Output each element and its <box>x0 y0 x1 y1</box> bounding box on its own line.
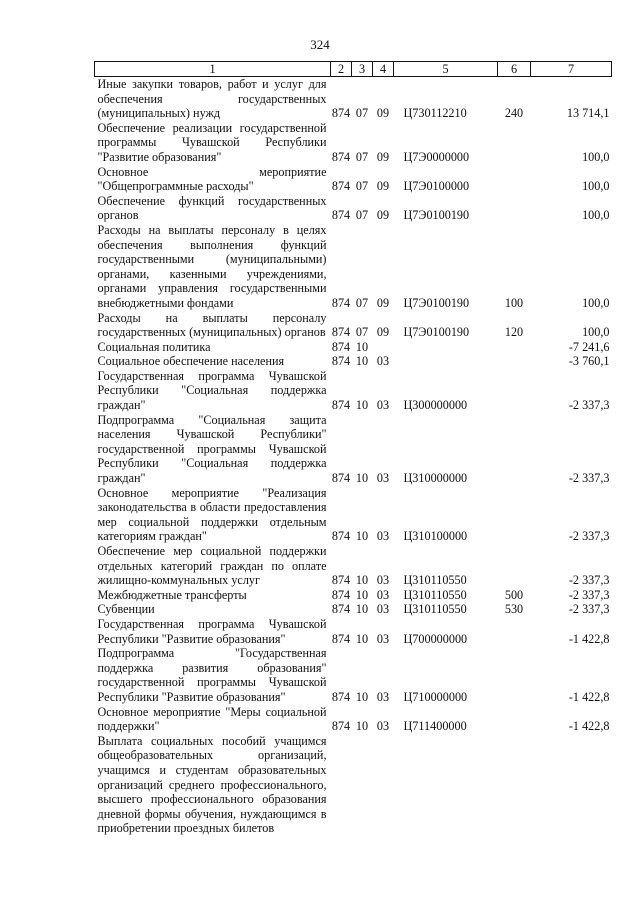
row-target-article: Ц7Э0100000 <box>403 179 470 194</box>
row-subsection-code: 03 <box>376 398 390 413</box>
table-row <box>95 544 612 588</box>
row-name: Основное мероприятие "Общепрограммные расходы" <box>97 164 327 194</box>
row-subsection-code: 09 <box>376 149 390 164</box>
row-amount <box>531 734 612 836</box>
row-section-code: 10 <box>355 573 369 588</box>
row-expense-type <box>498 194 531 223</box>
row-expense-type <box>498 705 531 734</box>
row-subsection-code <box>373 734 394 836</box>
row-ministry-code: 874 <box>331 149 351 164</box>
row-ministry-code: 874 <box>331 106 351 121</box>
table-row <box>95 617 612 646</box>
table-row <box>95 194 612 223</box>
row-target-article: Ц310000000 <box>403 471 468 486</box>
row-amount: 100,0 <box>582 295 610 310</box>
row-amount: -2 337,3 <box>568 573 610 588</box>
row-section-code: 10 <box>355 398 369 413</box>
table-row <box>95 223 612 311</box>
table-row <box>95 354 612 369</box>
row-target-article: Ц310110550 <box>403 602 467 617</box>
row-expense-type <box>498 340 531 355</box>
row-ministry-code: 874 <box>331 689 351 704</box>
row-section-code: 10 <box>355 339 369 354</box>
row-ministry-code: 874 <box>331 295 351 310</box>
header-col-5: 5 <box>394 62 498 77</box>
row-name: Расходы на выплаты персоналу государственных (муниципальных) органов <box>97 310 327 340</box>
row-amount: -2 337,3 <box>568 602 610 617</box>
row-section-code: 10 <box>355 602 369 617</box>
row-amount: 100,0 <box>582 208 610 223</box>
row-section-code: 07 <box>355 208 369 223</box>
row-target-article <box>394 340 498 355</box>
row-ministry-code: 874 <box>331 208 351 223</box>
row-subsection-code: 09 <box>376 295 390 310</box>
row-section-code: 07 <box>355 295 369 310</box>
row-ministry-code: 874 <box>331 354 351 369</box>
row-amount: -1 422,8 <box>568 719 610 734</box>
row-subsection-code: 03 <box>376 587 390 602</box>
row-name: Субвенции <box>97 602 155 617</box>
table-row <box>95 311 612 340</box>
row-section-code: 10 <box>355 631 369 646</box>
budget-table <box>94 61 612 836</box>
row-amount: 100,0 <box>582 179 610 194</box>
row-amount: -2 337,3 <box>568 471 610 486</box>
row-section-code: 10 <box>355 719 369 734</box>
row-expense-type: 500 <box>504 587 524 602</box>
row-ministry-code: 874 <box>331 529 351 544</box>
header-col-3: 3 <box>352 62 373 77</box>
table-row <box>95 77 612 121</box>
row-expense-type <box>498 354 531 369</box>
table-row <box>95 413 612 486</box>
row-name: Межбюджетные трансферты <box>97 587 247 602</box>
row-expense-type <box>498 544 531 588</box>
row-name: Социальное обеспечение населения <box>97 354 285 369</box>
row-expense-type <box>498 617 531 646</box>
row-target-article: Ц730112210 <box>403 106 467 121</box>
row-expense-type: 240 <box>504 106 524 121</box>
row-ministry-code: 874 <box>331 602 351 617</box>
row-amount: 100,0 <box>582 149 610 164</box>
row-subsection-code: 09 <box>376 106 390 121</box>
row-name: Государственная программа Чувашской Республики "Социальная поддержка граждан" <box>97 368 327 413</box>
row-expense-type <box>498 486 531 544</box>
row-expense-type <box>498 413 531 486</box>
row-target-article: Ц310100000 <box>403 529 468 544</box>
header-col-2: 2 <box>331 62 352 77</box>
row-target-article: Ц7Э0100190 <box>403 295 470 310</box>
row-name: Подпрограмма "Государственная поддержка развития образования" государственной программы Чувашской Республики "Развитие образования" <box>97 646 327 704</box>
row-section-code: 10 <box>355 689 369 704</box>
row-section-code: 10 <box>355 354 369 369</box>
row-ministry-code <box>331 734 352 836</box>
row-target-article: Ц7Э0100190 <box>403 208 470 223</box>
row-section-code: 07 <box>355 149 369 164</box>
row-expense-type <box>498 165 531 194</box>
row-expense-type <box>498 734 531 836</box>
row-name: Основное мероприятие "Меры социальной поддержки" <box>97 704 327 734</box>
row-subsection-code: 03 <box>376 573 390 588</box>
row-amount: 13 714,1 <box>566 106 610 121</box>
table-header <box>95 62 612 77</box>
table-row <box>95 588 612 603</box>
row-ministry-code: 874 <box>331 179 351 194</box>
row-name: Подпрограмма "Социальная защита населения Чувашской Республики" государственной программы Чувашской Республики "Социальная поддержка граждан" <box>97 412 327 486</box>
row-target-article: Ц310110550 <box>403 573 467 588</box>
row-amount: 100,0 <box>582 325 610 340</box>
row-ministry-code: 874 <box>331 573 351 588</box>
table-row <box>95 602 612 617</box>
row-name: Обеспечение реализации государственной программы Чувашской Республики "Развитие образования" <box>97 120 327 164</box>
row-name: Социальная политика <box>97 339 211 354</box>
table-row <box>95 121 612 165</box>
row-section-code: 10 <box>355 471 369 486</box>
table-row <box>95 165 612 194</box>
row-subsection-code: 03 <box>376 602 390 617</box>
row-name: Обеспечение мер социальной поддержки отдельных категорий граждан по оплате жилищно-коммунальных услуг <box>97 544 327 588</box>
row-ministry-code: 874 <box>331 719 351 734</box>
row-section-code: 10 <box>355 587 369 602</box>
row-name: Государственная программа Чувашской Республики "Развитие образования" <box>97 616 327 646</box>
row-target-article: Ц710000000 <box>403 689 468 704</box>
table-row <box>95 646 612 704</box>
row-subsection-code: 03 <box>376 631 390 646</box>
table-row <box>95 369 612 413</box>
row-target-article: Ц700000000 <box>403 631 468 646</box>
table-row <box>95 340 612 355</box>
row-name: Выплата социальных пособий учащимся общеобразовательных организаций, учащимся и студентам образовательных организаций среднего профессионального, высшего профессионального образования дневной формы обучения, нуждающимся в приобретении проездных билетов <box>97 733 327 836</box>
row-expense-type <box>498 369 531 413</box>
row-subsection-code: 03 <box>376 529 390 544</box>
header-col-7: 7 <box>531 62 612 77</box>
row-amount: -1 422,8 <box>568 631 610 646</box>
row-section-code: 07 <box>355 106 369 121</box>
table-row <box>95 705 612 734</box>
row-name: Расходы на выплаты персоналу в целях обеспечения выполнения функций государственными (муниципальными) органами, казенными учреждениями, органами управления государственными внебюджетными фондами <box>97 222 327 310</box>
row-ministry-code: 874 <box>331 398 351 413</box>
row-expense-type <box>498 646 531 704</box>
row-expense-type: 100 <box>504 295 524 310</box>
row-target-article: Ц711400000 <box>403 719 467 734</box>
row-target-article <box>394 734 498 836</box>
table-body <box>95 77 612 836</box>
row-name: Обеспечение функций государственных органов <box>97 193 327 223</box>
page-number: 324 <box>310 37 330 52</box>
row-target-article: Ц300000000 <box>403 398 468 413</box>
row-amount: -7 241,6 <box>568 339 610 354</box>
row-ministry-code: 874 <box>331 631 351 646</box>
row-target-article: Ц7Э0000000 <box>403 149 470 164</box>
header-col-1: 1 <box>95 62 331 77</box>
row-subsection-code <box>373 340 394 355</box>
row-section-code: 10 <box>355 529 369 544</box>
row-amount: -2 337,3 <box>568 398 610 413</box>
row-ministry-code: 874 <box>331 339 351 354</box>
row-ministry-code: 874 <box>331 587 351 602</box>
row-target-article: Ц7Э0100190 <box>403 325 470 340</box>
row-section-code: 07 <box>355 179 369 194</box>
row-ministry-code: 874 <box>331 471 351 486</box>
row-subsection-code: 03 <box>376 354 390 369</box>
row-subsection-code: 03 <box>376 689 390 704</box>
table-row <box>95 734 612 836</box>
row-expense-type: 530 <box>504 602 524 617</box>
header-col-4: 4 <box>373 62 394 77</box>
row-subsection-code: 03 <box>376 471 390 486</box>
row-amount: -1 422,8 <box>568 689 610 704</box>
row-section-code: 07 <box>355 325 369 340</box>
row-amount: -2 337,3 <box>568 587 610 602</box>
row-expense-type <box>498 121 531 165</box>
row-expense-type: 120 <box>504 325 524 340</box>
row-section-code <box>352 734 373 836</box>
table-row <box>95 486 612 544</box>
header-row <box>95 62 612 77</box>
row-amount: -3 760,1 <box>568 354 610 369</box>
row-name: Иные закупки товаров, работ и услуг для обеспечения государственных (муниципальных) нужд <box>97 77 327 121</box>
row-subsection-code: 03 <box>376 719 390 734</box>
row-subsection-code: 09 <box>376 179 390 194</box>
row-amount: -2 337,3 <box>568 529 610 544</box>
row-target-article: Ц310110550 <box>403 587 467 602</box>
row-subsection-code: 09 <box>376 208 390 223</box>
row-ministry-code: 874 <box>331 325 351 340</box>
row-target-article <box>394 354 498 369</box>
row-subsection-code: 09 <box>376 325 390 340</box>
header-col-6: 6 <box>498 62 531 77</box>
row-name: Основное мероприятие "Реализация законодательства в области предоставления мер социальной поддержки отдельным категориям граждан" <box>97 485 327 544</box>
